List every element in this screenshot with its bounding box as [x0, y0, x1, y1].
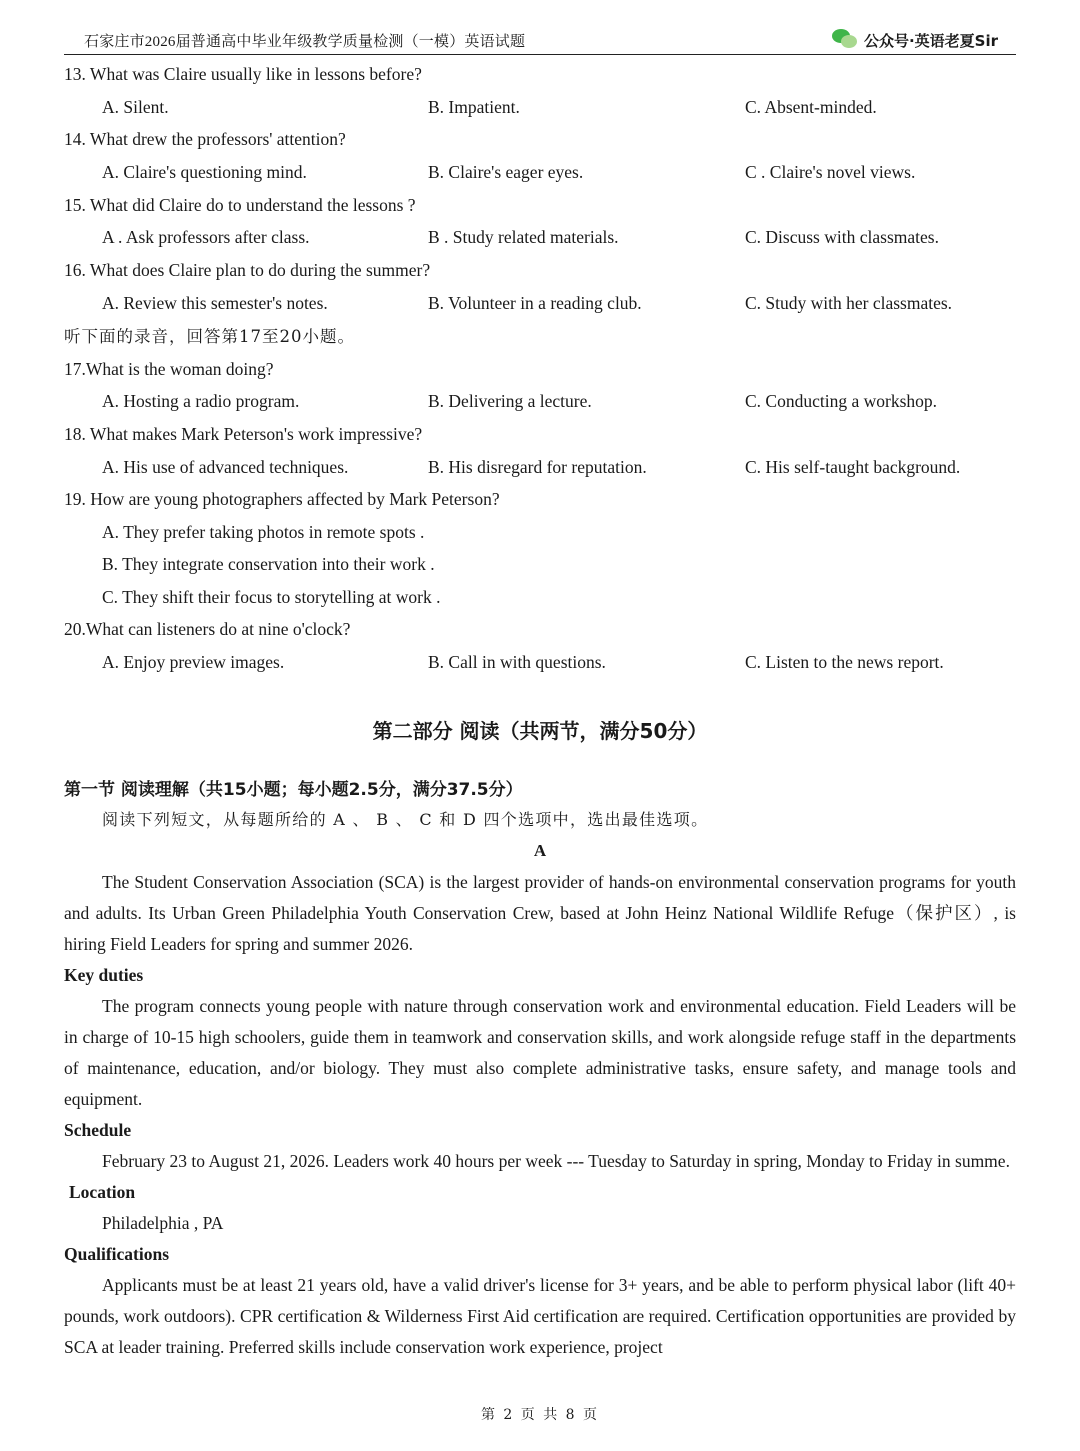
option-c: C. His self-taught background. [745, 456, 961, 477]
option-a: A. Hosting a radio program. [102, 391, 300, 412]
option-c: C. Study with her classmates. [745, 292, 953, 313]
qualifications-text: Applicants must be at least 21 years old, have a valid driver's license for 3+ years, and be able to perform physical labor (lift 40+ pounds, work outdoors). CPR certification & Wilderness First Aid certification are required. Certification opportunities are provided by SCA at leader training. Preferred skills include conservation work experience, project [64, 1274, 1016, 1357]
option-a: A. They prefer taking photos in remote spots . [102, 521, 425, 542]
option-a: A . Ask professors after class. [102, 227, 310, 248]
question-20: 20.What can listeners do at nine o'clock? [64, 619, 351, 640]
options-18 [64, 451, 1016, 484]
question-18: 18. What makes Mark Peterson's work impressive? [64, 423, 423, 444]
option-b: B. They integrate conservation into their work . [102, 554, 435, 575]
option-c: C. Listen to the news report. [745, 652, 944, 673]
option-b: B. Claire's eager eyes. [428, 162, 584, 183]
option-c: C . Claire's novel views. [745, 162, 916, 183]
listening-instruction: 听下面的录音，回答第17至20小题。 [64, 326, 355, 346]
options-17 [64, 385, 1016, 418]
schedule-text: February 23 to August 21, 2026. Leaders work 40 hours per week --- Tuesday to Saturday in spring, Monday to Friday in summe. [102, 1150, 1010, 1171]
question-13: 13. What was Claire usually like in lessons before? [64, 64, 422, 84]
option-c: C. Absent-minded. [745, 96, 877, 117]
option-a: A. Review this semester's notes. [102, 292, 328, 313]
location-heading: Location [69, 1181, 136, 1202]
question-19: 19. How are young photographers affected by Mark Peterson? [64, 489, 500, 510]
options-16 [64, 287, 1016, 320]
qualifications-heading: Qualifications [64, 1243, 170, 1264]
schedule-heading: Schedule [64, 1119, 132, 1140]
option-b: B. Impatient. [428, 96, 520, 117]
option-b: B . Study related materials. [428, 227, 619, 248]
option-a: A. Enjoy preview images. [102, 652, 285, 673]
option-c: C. They shift their focus to storytelling at work . [102, 586, 441, 607]
question-17: 17.What is the woman doing? [64, 358, 274, 379]
passage-intro: The Student Conservation Association (SCA) is the largest provider of hands-on environmental conservation programs for youth and adults. Its Urban Green Philadelphia Youth Conservation Crew, based at John Heinz National Wildlife Refuge（保护区）, is hiring Field Leaders for spring and summer 2026. [64, 871, 1016, 954]
section1-title: 第一节 阅读理解（共15小题；每小题2.5分，满分37.5分） [64, 779, 523, 800]
options-13 [64, 91, 1016, 124]
part2-title: 第二部分 阅读（共两节，满分50分） [372, 718, 708, 743]
duties-heading: Key duties [64, 964, 144, 985]
option-b: B. Call in with questions. [428, 652, 606, 673]
option-a: A. Silent. [102, 96, 169, 117]
question-14: 14. What drew the professors' attention? [64, 129, 346, 150]
question-15: 15. What did Claire do to understand the lessons ? [64, 194, 416, 215]
page-header [64, 22, 1016, 55]
option-c: C. Discuss with classmates. [745, 227, 939, 248]
options-20 [64, 646, 1016, 679]
option-a: A. Claire's questioning mind. [102, 162, 307, 183]
page-footer: 第 2 页 共 8 页 [480, 1407, 600, 1423]
passage-label: A [533, 840, 547, 860]
options-14 [64, 156, 1016, 189]
exam-title: 石家庄市2026届普通高中毕业年级教学质量检测（一模）英语试题 [84, 34, 526, 50]
page-content [64, 58, 1016, 1363]
options-15 [64, 221, 1016, 254]
option-b: B. His disregard for reputation. [428, 456, 647, 477]
question-16: 16. What does Claire plan to do during the summer? [64, 260, 431, 281]
option-a: A. His use of advanced techniques. [102, 456, 349, 477]
duties-text: The program connects young people with nature through conservation work and environmental education. Field Leaders will be in charge of 10-15 high schoolers, guide them in teamwork and conservation skills, and work alongside refuge staff in the departments of maintenance, education, and/or biology. They must also complete administrative tasks, ensure safety, and manage tools and equipment. [64, 995, 1016, 1109]
section1-instruction: 阅读下列短文，从每题所给的 A 、 B 、 C 和 D 四个选项中，选出最佳选项。 [102, 809, 709, 829]
brand-text: 公众号·英语老夏Sir [863, 31, 998, 50]
option-b: B. Volunteer in a reading club. [428, 292, 642, 313]
brand-label [832, 29, 998, 51]
location-text: Philadelphia , PA [102, 1212, 224, 1233]
option-b: B. Delivering a lecture. [428, 391, 592, 412]
option-c: C. Conducting a workshop. [745, 391, 938, 412]
wechat-icon [832, 29, 860, 51]
